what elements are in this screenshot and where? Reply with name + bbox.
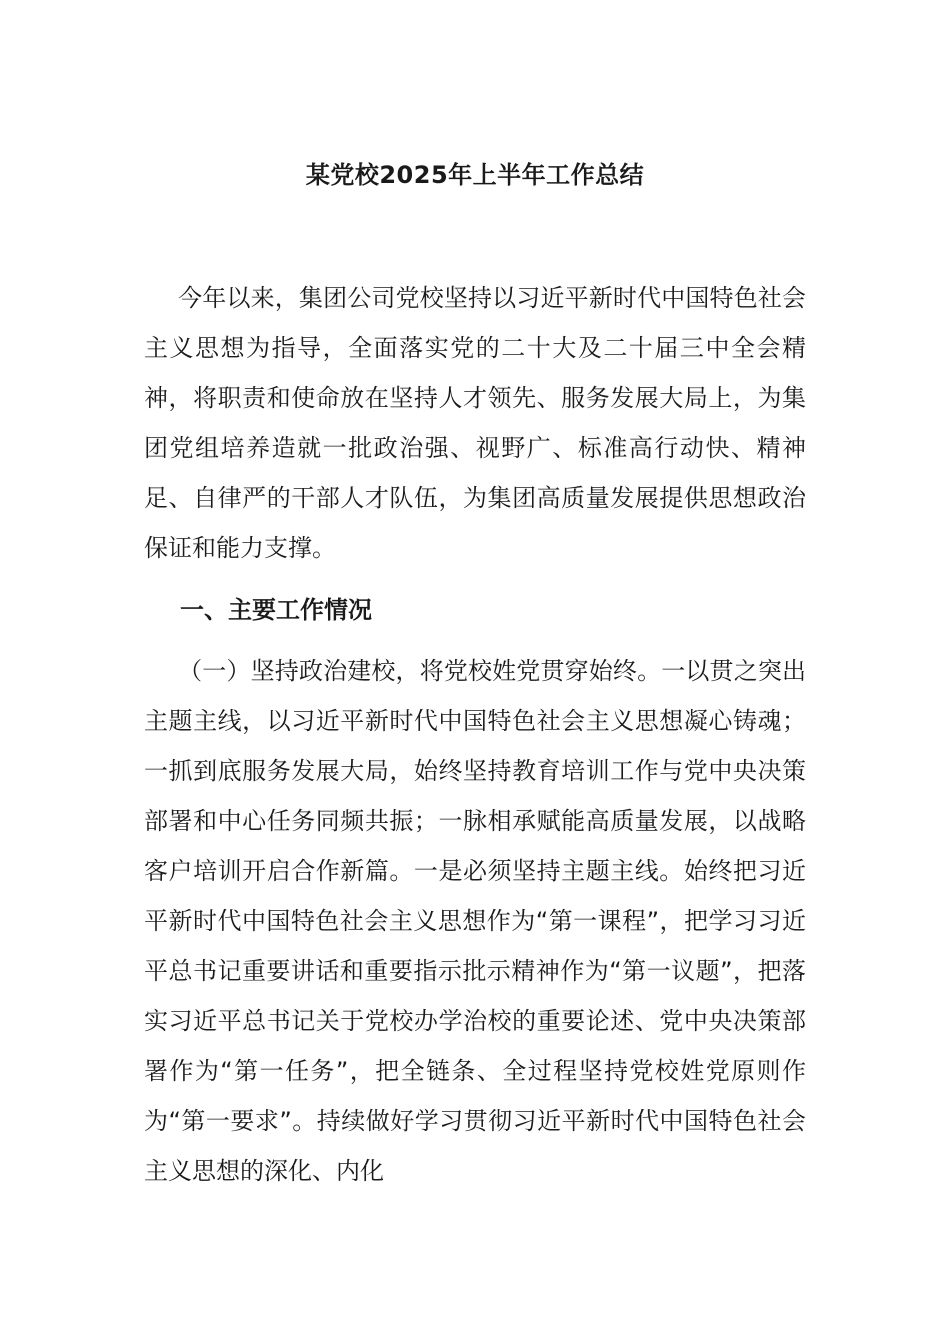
intro-paragraph <box>144 273 806 573</box>
intro-paragraph-text: 今年以来，集团公司党校坚持以习近平新时代中国特色社会主义思想为指导，全面落实党的二十大及二十届三中全会精神，将职责和使命放在坚持人才领先、服务发展大局上，为集团党组培养造就一批政治强、视野广、标准高行动快、精神足、自律严的干部人才队伍，为集团高质量发展提供思想政治保证和能力支撑。 <box>144 284 806 562</box>
section-1-paragraph-text: （一）坚持政治建校，将党校姓党贯穿始终。一以贯之突出主题主线，以习近平新时代中国特色社会主义思想凝心铸魂；一抓到底服务发展大局，始终坚持教育培训工作与党中央决策部署和中心任务同频共振；一脉相承赋能高质量发展，以战略客户培训开启合作新篇。一是必须坚持主题主线。始终把习近平新时代中国特色社会主义思想作为“第一课程”，把学习习近平总书记重要讲话和重要指示批示精神作为“第一议题”，把落实习近平总书记关于党校办学治校的重要论述、党中央决策部署作为“第一任务”，把全链条、全过程坚持党校姓党原则作为“第一要求”。持续做好学习贯彻习近平新时代中国特色社会主义思想的深化、内化 <box>144 657 806 1185</box>
section-heading-main-work: 一、主要工作情况 <box>180 596 372 624</box>
document-title: 某党校2025年上半年工作总结 <box>305 161 645 189</box>
section-1-paragraph <box>144 646 806 1196</box>
